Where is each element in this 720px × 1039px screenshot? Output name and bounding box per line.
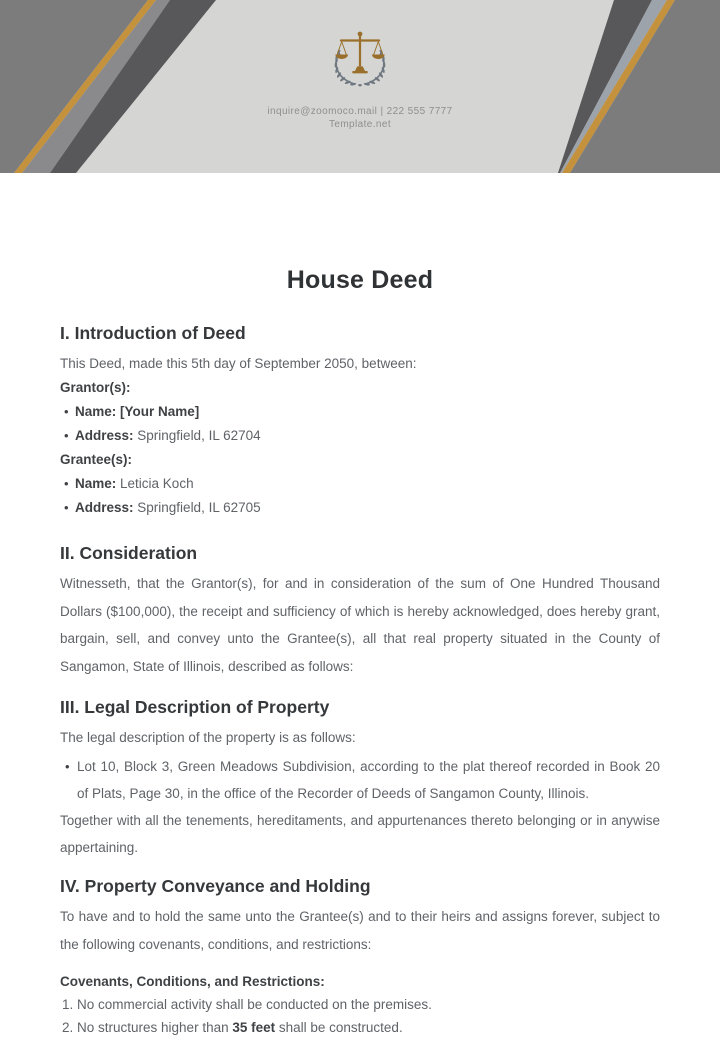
section-1-heading: I. Introduction of Deed — [60, 322, 660, 344]
grantor-name-label: Name: — [75, 404, 116, 419]
grantor-details-list — [60, 400, 660, 448]
header-contact: inquire@zoomoco.mail | 222 555 7777 — [0, 105, 720, 118]
letterhead-header — [0, 0, 720, 173]
section-3-intro: The legal description of the property is as follows: — [60, 726, 660, 750]
covenant-item-2 — [60, 1017, 660, 1039]
grantee-address-value: Springfield, IL 62705 — [137, 500, 260, 515]
grantee-address-item — [75, 496, 660, 520]
section-2-body: Witnesseth, that the Grantor(s), for and in consideration of the sum of One Hundred Thousand Dollars ($100,000), the receipt and sufficiency of which is hereby acknowledged, does hereby grant, bargain, sell, and convey unto the Grantee(s), all that real property situated in the County of Sangamon, State of Illinois, described as follows: — [60, 570, 660, 680]
grantee-label: Grantee(s): — [60, 448, 660, 472]
grantor-name-item — [75, 400, 660, 424]
covenant-item-2-prefix: 2. No structures higher than — [62, 1020, 232, 1035]
section-3-after: Together with all the tenements, hereditaments, and appurtenances thereto belonging or in anywise appertaining. — [60, 807, 660, 861]
covenant-item-2-bold: 35 feet — [232, 1020, 275, 1035]
grantee-name-value: Leticia Koch — [120, 476, 194, 491]
grantor-name-value: [Your Name] — [120, 404, 199, 419]
section-4-body: To have and to hold the same unto the Grantee(s) and to their heirs and assigns forever, subject to the following covenants, conditions, and restrictions: — [60, 903, 660, 958]
legal-description-list — [60, 753, 660, 807]
document-body — [0, 265, 720, 1039]
document-title: House Deed — [60, 265, 660, 295]
section-1-intro: This Deed, made this 5th day of September 2050, between: — [60, 352, 660, 376]
grantee-name-item — [75, 472, 660, 496]
section-2-heading: II. Consideration — [60, 542, 660, 564]
section-4-heading: IV. Property Conveyance and Holding — [60, 875, 660, 897]
grantor-address-item — [75, 424, 660, 448]
grantor-label: Grantor(s): — [60, 376, 660, 400]
grantee-address-label: Address: — [75, 500, 134, 515]
scales-of-justice-icon — [327, 28, 393, 97]
covenant-item-1: 1. No commercial activity shall be conducted on the premises. — [60, 994, 660, 1017]
grantor-address-label: Address: — [75, 428, 134, 443]
covenant-item-2-suffix: shall be constructed. — [275, 1020, 403, 1035]
header-website: Template.net — [0, 118, 720, 131]
grantee-details-list — [60, 472, 660, 520]
covenants-label: Covenants, Conditions, and Restrictions: — [60, 970, 660, 994]
legal-description-item: • Lot 10, Block 3, Green Meadows Subdivision, according to the plat thereof recorded in Book 20 of Plats, Page 30, in the office of the Recorder of Deeds of Sangamon County, Illinois. — [77, 753, 660, 807]
grantee-name-label: Name: — [75, 476, 116, 491]
grantor-address-value: Springfield, IL 62704 — [137, 428, 260, 443]
section-3-heading: III. Legal Description of Property — [60, 696, 660, 718]
